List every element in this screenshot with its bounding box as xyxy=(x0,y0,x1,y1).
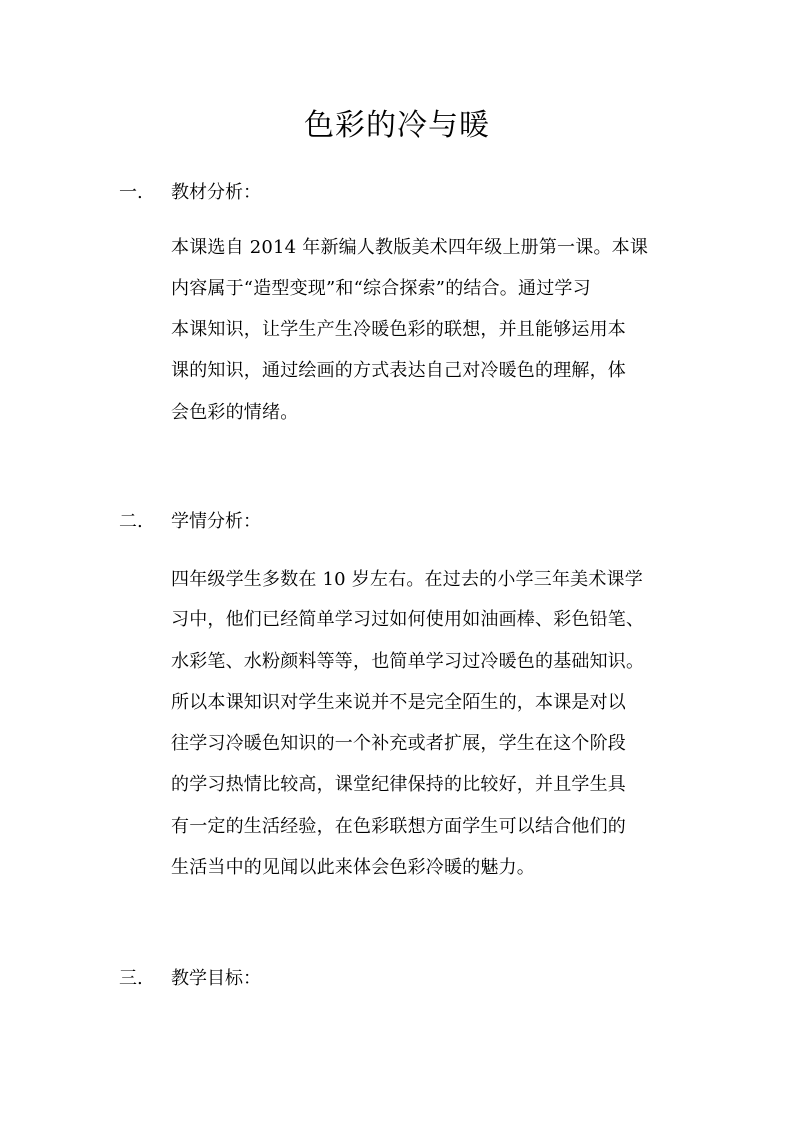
paragraph-line: 有一定的生活经验，在色彩联想方面学生可以结合他们的 xyxy=(171,816,626,837)
section-heading-2 xyxy=(119,510,261,534)
paragraph-line: 本课选自 2014 年新编人教版美术四年级上册第一课。本课 xyxy=(171,237,649,258)
section-number: 二. xyxy=(119,511,143,532)
section-number: 一. xyxy=(119,182,143,203)
section-title: 教材分析： xyxy=(171,182,261,203)
section-heading-3 xyxy=(119,967,261,991)
paragraph-line: 内容属于“造型变现”和“综合探索”的结合。通过学习 xyxy=(171,278,591,299)
paragraph-line: 水彩笔、水粉颜料等等，也简单学习过冷暖色的基础知识。 xyxy=(171,651,645,672)
paragraph-line: 所以本课知识对学生来说并不是完全陌生的，本课是对以 xyxy=(171,692,626,713)
section-title: 教学目标： xyxy=(171,968,261,989)
paragraph-line: 习中，他们已经简单学习过如何使用如油画棒、彩色铅笔、 xyxy=(171,609,645,630)
paragraph-line: 本课知识，让学生产生冷暖色彩的联想，并且能够运用本 xyxy=(171,319,626,340)
section-title: 学情分析： xyxy=(171,511,261,532)
paragraph-line: 往学习冷暖色知识的一个补充或者扩展，学生在这个阶段 xyxy=(171,733,626,754)
document-title: 色彩的冷与暖 xyxy=(304,108,490,143)
section-heading-1 xyxy=(119,181,261,205)
section-number: 三. xyxy=(119,968,143,989)
paragraph-line: 生活当中的见闻以此来体会色彩冷暖的魅力。 xyxy=(171,857,535,878)
paragraph-line: 课的知识，通过绘画的方式表达自己对冷暖色的理解，体 xyxy=(171,360,626,381)
paragraph-line: 四年级学生多数在 10 岁左右。在过去的小学三年美术课学 xyxy=(171,569,643,590)
paragraph-line: 的学习热情比较高，课堂纪律保持的比较好，并且学生具 xyxy=(171,774,626,795)
paragraph-line: 会色彩的情绪。 xyxy=(171,402,299,423)
